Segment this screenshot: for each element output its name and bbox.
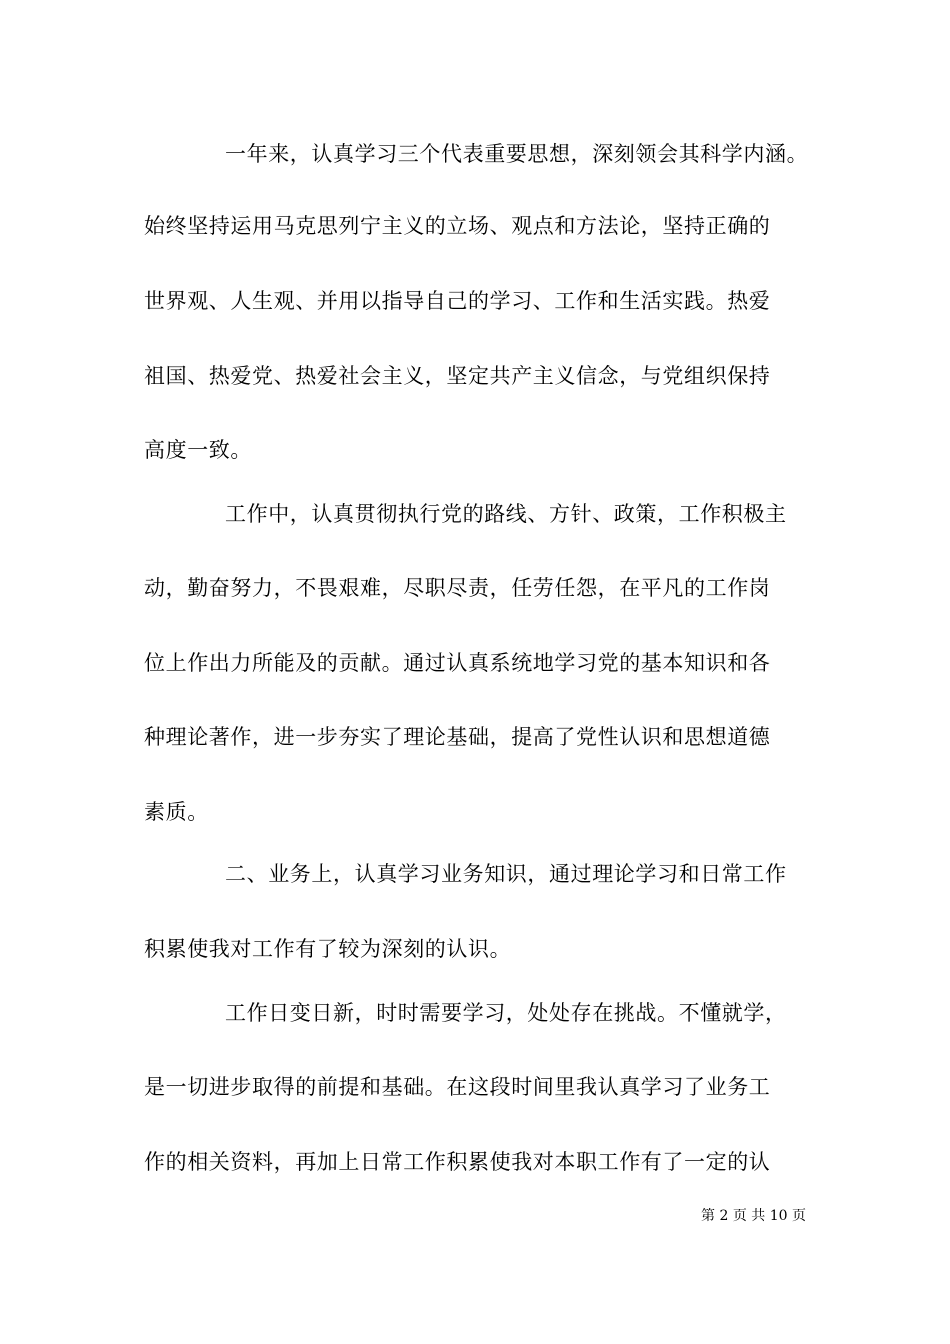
paragraph-4-line-3: 作的相关资料，再加上日常工作积累使我对本职工作有了一定的认 [144, 1150, 771, 1174]
paragraph-2-line-5: 素质。 [144, 800, 209, 824]
paragraph-2-line-3: 位上作出力所能及的贡献。通过认真系统地学习党的基本知识和各 [144, 651, 771, 675]
paragraph-4-line-2: 是一切进步取得的前提和基础。在这段时间里我认真学习了业务工 [144, 1075, 771, 1099]
paragraph-2-line-1: 工作中，认真贯彻执行党的路线、方针、政策，工作积极主 [225, 502, 787, 526]
paragraph-2-line-2: 动，勤奋努力，不畏艰难，尽职尽责，任劳任怨，在平凡的工作岗 [144, 576, 771, 600]
page-number-footer: 第 2 页 共 10 页 [701, 1208, 806, 1224]
paragraph-1-line-2: 始终坚持运用马克思列宁主义的立场、观点和方法论，坚持正确的 [144, 214, 771, 238]
paragraph-1-line-3: 世界观、人生观、并用以指导自己的学习、工作和生活实践。热爱 [144, 289, 771, 313]
paragraph-2-line-4: 种理论著作，进一步夯实了理论基础，提高了党性认识和思想道德 [144, 725, 771, 749]
paragraph-1-line-1: 一年来，认真学习三个代表重要思想，深刻领会其科学内涵。 [225, 142, 809, 166]
paragraph-1-line-5: 高度一致。 [144, 438, 252, 462]
paragraph-3-line-1: 二、业务上，认真学习业务知识，通过理论学习和日常工作 [225, 862, 787, 886]
paragraph-4-line-1: 工作日变日新，时时需要学习，处处存在挑战。不懂就学， [225, 1001, 787, 1025]
paragraph-3-line-2: 积累使我对工作有了较为深刻的认识。 [144, 937, 512, 961]
paragraph-1-line-4: 祖国、热爱党、热爱社会主义，坚定共产主义信念，与党组织保持 [144, 364, 771, 388]
